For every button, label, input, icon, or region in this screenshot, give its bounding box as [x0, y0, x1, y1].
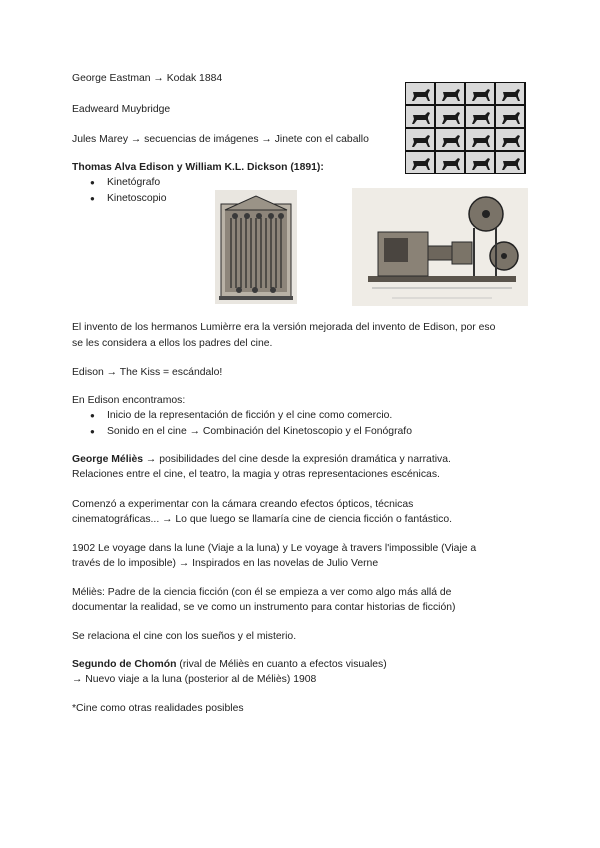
list-item: ● Sonido en el cine → Combinación del Kinetoscopio y el Fonógrafo — [90, 424, 412, 440]
chomon-line-1 — [72, 657, 387, 673]
experiment-line-1: Comenzó a experimentar con la cámara creando efectos ópticos, técnicas — [72, 499, 414, 510]
melies-line-2: Relaciones entre el cine, el teatro, la magia y otras representaciones escénicas. — [72, 469, 440, 480]
muybridge-line: Eadweard Muybridge — [72, 104, 171, 115]
father-line-2: documentar la realidad, se ve como un instrumento para contar historias de ficción) — [72, 602, 456, 613]
list-item: ● Inicio de la representación de ficción y el cine como comercio. — [90, 408, 412, 424]
chomon-rest: (rival de Méliès en cuanto a efectos visuales) — [176, 659, 387, 670]
kinetoscope-engraving — [352, 188, 528, 306]
edison-heading: Thomas Alva Edison y William K.L. Dickson (1891): — [72, 162, 324, 173]
chomon-name: Segundo de Chomón — [72, 659, 177, 670]
lumiere-line-2: se les considera a ellos los padres del cine. — [72, 338, 273, 349]
lumiere-line-1: El invento de los hermanos Lumièrre era la versión mejorada del invento de Edison, por eso — [72, 322, 496, 333]
father-line-1: Méliès: Padre de la ciencia ficción (con él se empieza a ver como algo más allá de — [72, 587, 452, 598]
voyage-line-2: través de lo imposible) → Inspirados en las novelas de Julio Verne — [72, 558, 379, 569]
list-item: ● Kinetógrafo — [90, 175, 167, 191]
chomon-line-2: → Nuevo viaje a la luna (posterior al de Méliès) 1908 — [72, 674, 317, 685]
kiss-line: Edison → The Kiss = escándalo! — [72, 367, 223, 378]
melies-rest: → posibilidades del cine desde la expresión dramática y narrativa. — [143, 454, 451, 465]
list-item: ● Kinetoscopio — [90, 191, 167, 207]
inventions-list — [90, 175, 167, 207]
horse-sequence-graphic — [405, 82, 526, 174]
experiment-line-2: cinematográficas... → Lo que luego se llamaría cine de ciencia ficción o fantástico. — [72, 514, 453, 525]
kinetograph-engraving — [215, 190, 297, 304]
melies-line-1 — [72, 452, 451, 468]
eastman-line: George Eastman → Kodak 1884 — [72, 73, 223, 84]
en-edison-line: En Edison encontramos: — [72, 395, 186, 406]
melies-name: George Méliès — [72, 454, 144, 465]
horse-sequence-photo — [405, 82, 526, 174]
voyage-line-1: 1902 Le voyage dans la lune (Viaje a la luna) y Le voyage à travers l'impossible (Viaje a — [72, 543, 477, 554]
dreams-line: Se relaciona el cine con los sueños y el misterio. — [72, 631, 297, 642]
footnote-line: *Cine como otras realidades posibles — [72, 703, 244, 714]
edison-points-list — [90, 408, 412, 440]
marey-line: Jules Marey → secuencias de imágenes → Jinete con el caballo — [72, 134, 369, 145]
